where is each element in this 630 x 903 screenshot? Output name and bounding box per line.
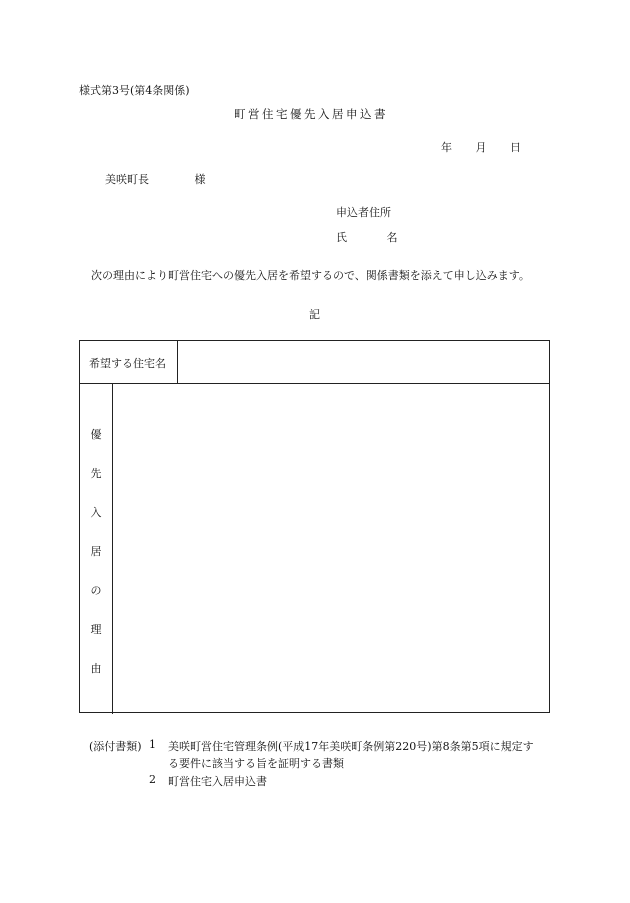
note-heading: 記 bbox=[309, 308, 320, 321]
attachment-item-2-text: 町営住宅入居申込書 bbox=[168, 775, 267, 788]
housing-name-field[interactable] bbox=[178, 341, 549, 383]
housing-name-label: 希望する住宅名 bbox=[89, 357, 166, 370]
addressee-line bbox=[105, 171, 206, 187]
attachments-label: (添付書類) bbox=[89, 740, 142, 753]
reason-field[interactable] bbox=[113, 384, 549, 712]
reason-char: 先 bbox=[90, 467, 102, 480]
applicant-address-label: 申込者住所 bbox=[336, 206, 391, 219]
attachment-item-1-number: 1 bbox=[149, 738, 156, 751]
addressee-name: 美咲町長 bbox=[105, 173, 149, 186]
reason-char: 居 bbox=[90, 545, 102, 558]
form-number: 様式第3号(第4条関係) bbox=[79, 84, 190, 97]
attachment-item-1-line-2: る要件に該当する旨を証明する書類 bbox=[168, 757, 344, 770]
attachment-item-2-number: 2 bbox=[149, 773, 156, 786]
intro-text: 次の理由により町営住宅への優先入居を希望するので、関係書類を添えて申し込みます。 bbox=[91, 269, 530, 282]
reason-char: 入 bbox=[90, 506, 102, 519]
reason-char: の bbox=[90, 584, 102, 597]
date-line bbox=[441, 139, 521, 155]
date-day-label: 日 bbox=[510, 141, 521, 154]
applicant-name-char-1: 氏 bbox=[336, 231, 347, 244]
attachment-item-1-line-1: 美咲町営住宅管理条例(平成17年美咲町条例第220号)第8条第5項に規定す bbox=[168, 740, 534, 753]
reason-char: 理 bbox=[90, 623, 102, 636]
date-year-label: 年 bbox=[441, 141, 452, 154]
reason-char: 由 bbox=[90, 662, 102, 675]
page-title: 町営住宅優先入居申込書 bbox=[234, 107, 388, 121]
applicant-name-char-2: 名 bbox=[386, 231, 398, 244]
date-month-label: 月 bbox=[475, 141, 487, 154]
reason-label-vertical bbox=[80, 384, 112, 714]
applicant-name-label bbox=[336, 229, 398, 245]
reason-char: 優 bbox=[90, 428, 102, 441]
addressee-honorific: 様 bbox=[194, 173, 206, 186]
application-table bbox=[79, 340, 550, 713]
